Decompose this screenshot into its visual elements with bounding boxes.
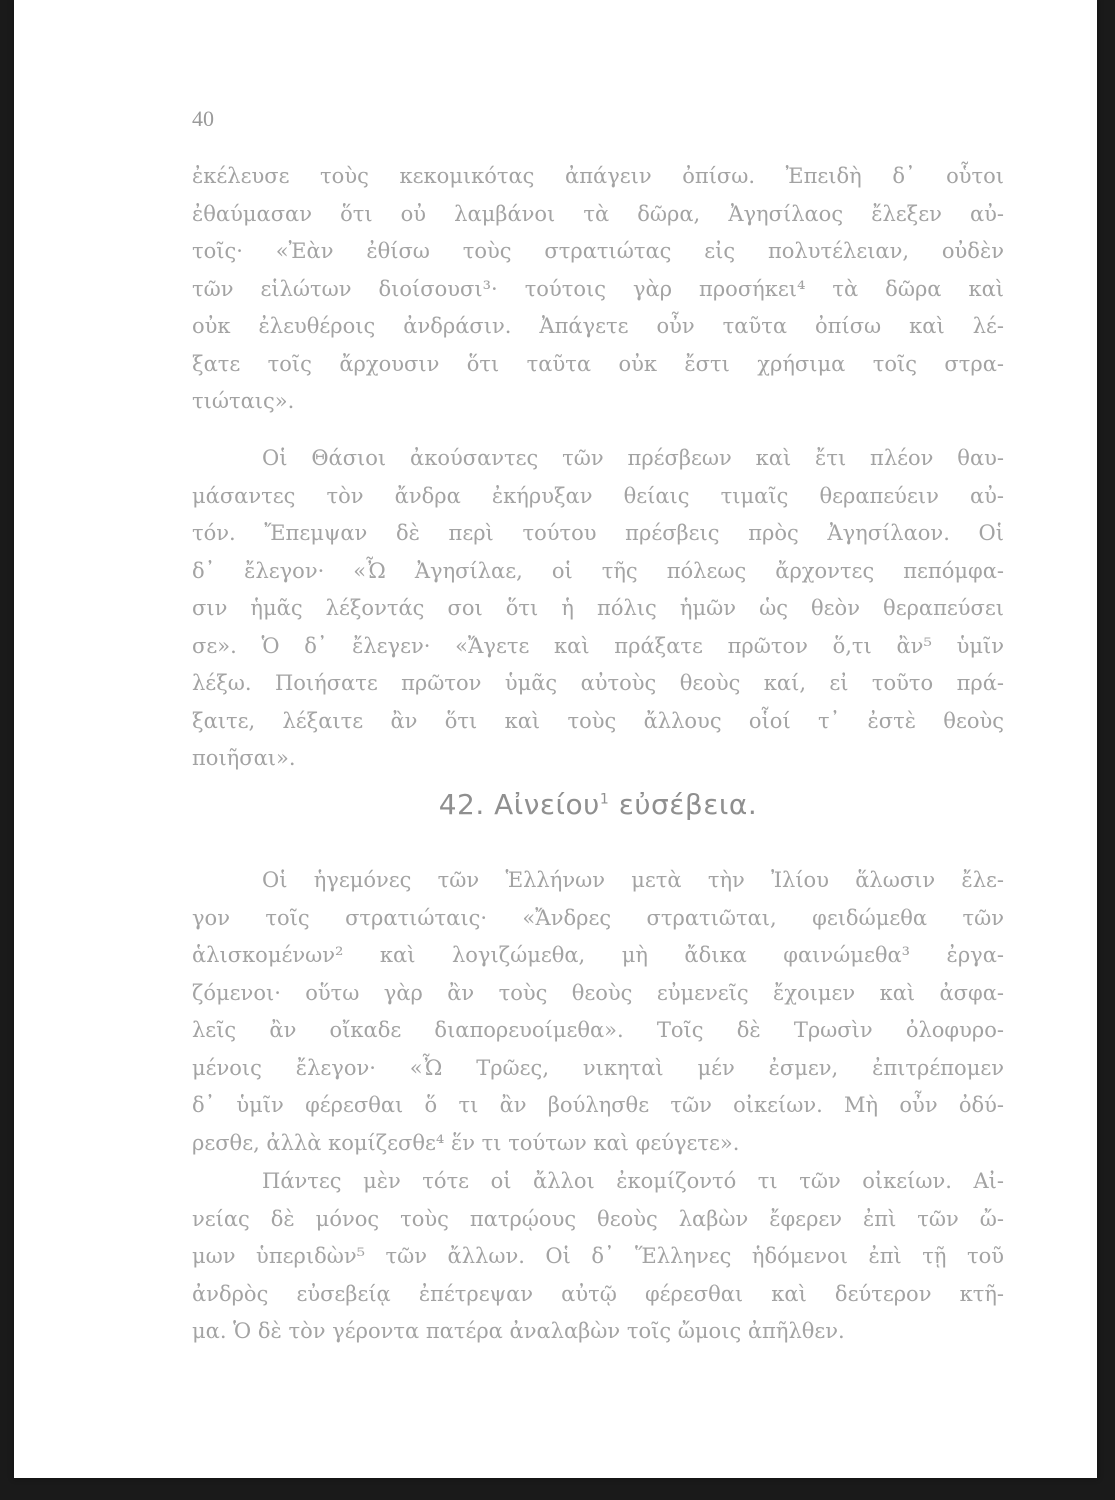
page-number: 40: [192, 106, 214, 131]
text-line: γον τοῖς στρατιώταις· «Ἄνδρες στρατιῶται, φειδώμεθα τῶν: [192, 905, 1004, 930]
text-line: ἀνδρὸς εὐσεβείᾳ ἐπέτρεψαν αὐτῷ φέρεσθαι καὶ δεύτερον κτῆ-: [192, 1281, 1004, 1306]
text-line: τόν. Ἔπεμψαν δὲ περὶ τούτου πρέσβεις πρὸς Ἀγησίλαον. Οἱ: [192, 521, 1004, 545]
text-line: τῶν εἱλώτων διοίσουσι³· τούτοις γὰρ προσήκει⁴ τὰ δῶρα καὶ: [192, 276, 1004, 301]
text-line: δ᾿ ὑμῖν φέρεσθαι ὅ τι ἂν βούλησθε τῶν οἰκείων. Μὴ οὖν ὀδύ-: [192, 1093, 1004, 1117]
text-line: ξατε τοῖς ἄρχουσιν ὅτι ταῦτα οὐκ ἔστι χρήσιμα τοῖς στρα-: [192, 351, 1004, 376]
text-line: σε». Ὁ δ᾿ ἔλεγεν· «Ἄγετε καὶ πράξατε πρῶτον ὅ,τι ἂν⁵ ὑμῖν: [192, 633, 1004, 658]
text-line: οὐκ ἐλευθέροις ἀνδράσιν. Ἀπάγετε οὖν ταῦτα ὀπίσω καὶ λέ-: [192, 314, 1004, 338]
text-line: Οἱ Θάσιοι ἀκούσαντες τῶν πρέσβεων καὶ ἔτι πλέον θαυ-: [262, 446, 1004, 470]
text-line: Οἱ ἡγεμόνες τῶν Ἑλλήνων μετὰ τὴν Ἰλίου ἅλωσιν ἔλε-: [262, 868, 1004, 892]
text-line: ἁλισκομένων² καὶ λογιζώμεθα, μὴ ἄδικα φαινώμεθα³ ἐργα-: [192, 943, 1004, 967]
text-line: Πάντες μὲν τότε οἱ ἄλλοι ἐκομίζοντό τι τῶν οἰκείων. Αἰ-: [262, 1169, 1004, 1193]
paragraph-aeneas: [192, 1163, 1004, 1351]
text-line: δ᾿ ἔλεγον· «Ὦ Ἀγησίλαε, οἱ τῆς πόλεως ἄρχοντες πεπόμφα-: [192, 558, 1004, 583]
paragraph-greek-leaders: [192, 862, 1004, 1162]
text-line: τοῖς· «Ἐὰν ἐθίσω τοὺς στρατιώτας εἰς πολυτέλειαν, οὐδὲν: [192, 239, 1004, 263]
text-line: ρεσθε, ἀλλὰ κομίζεσθε⁴ ἕν τι τούτων καὶ φεύγετε».: [192, 1130, 740, 1155]
text-line: μάσαντες τὸν ἄνδρα ἐκήρυξαν θείαις τιμαῖς θεραπεύειν αὐ-: [192, 483, 1004, 508]
text-line: σιν ἡμᾶς λέξοντάς σοι ὅτι ἡ πόλις ἡμῶν ὡς θεὸν θεραπεύσει: [192, 596, 1004, 620]
paragraph-continuation: [192, 158, 1004, 421]
text-line: τιώταις».: [192, 389, 295, 413]
text-line: λεῖς ἂν οἴκαδε διαπορευοίμεθα». Τοῖς δὲ Τρωσὶν ὀλοφυρο-: [192, 1018, 1004, 1042]
text-line: ξαιτε, λέξαιτε ἂν ὅτι καὶ τοὺς ἄλλους οἷοί τ᾿ ἐστὲ θεοὺς: [192, 708, 1004, 733]
paragraph-thasians: [192, 440, 1004, 778]
section-number: 42.: [438, 788, 485, 821]
text-line: μων ὑπεριδὼν⁵ τῶν ἄλλων. Οἱ δ᾿ Ἕλληνες ἡδόμενοι ἐπὶ τῇ τοῦ: [192, 1244, 1004, 1268]
footnote-mark: 1: [599, 791, 610, 808]
section-title-word: Αἰνείου: [494, 788, 600, 821]
text-line: μα. Ὁ δὲ τὸν γέροντα πατέρα ἀναλαβὼν τοῖς ὤμοις ἀπῆλθεν.: [192, 1319, 845, 1343]
text-line: ποιῆσαι».: [192, 746, 296, 770]
section-title-rest: εὐσέβεια.: [618, 788, 758, 821]
text-line: νείας δὲ μόνος τοὺς πατρῴους θεοὺς λαβὼν ἔφερεν ἐπὶ τῶν ὤ-: [192, 1206, 1004, 1231]
text-line: μένοις ἔλεγον· «Ὦ Τρῶες, νικηταὶ μέν ἐσμεν, ἐπιτρέπομεν: [192, 1055, 1004, 1080]
section-heading: [192, 788, 1004, 821]
text-line: ἐθαύμασαν ὅτι οὐ λαμβάνοι τὰ δῶρα, Ἀγησίλαος ἔλεξεν αὐ-: [192, 201, 1004, 226]
book-page: [14, 0, 1097, 1478]
text-line: ἐκέλευσε τοὺς κεκομικότας ἀπάγειν ὀπίσω. Ἐπειδὴ δ᾿ οὗτοι: [192, 164, 1004, 188]
text-line: ζόμενοι· οὕτω γὰρ ἂν τοὺς θεοὺς εὐμενεῖς ἔχοιμεν καὶ ἀσφα-: [192, 980, 1004, 1005]
text-line: λέξω. Ποιήσατε πρῶτον ὑμᾶς αὐτοὺς θεοὺς καί, εἰ τοῦτο πρά-: [192, 671, 1004, 695]
